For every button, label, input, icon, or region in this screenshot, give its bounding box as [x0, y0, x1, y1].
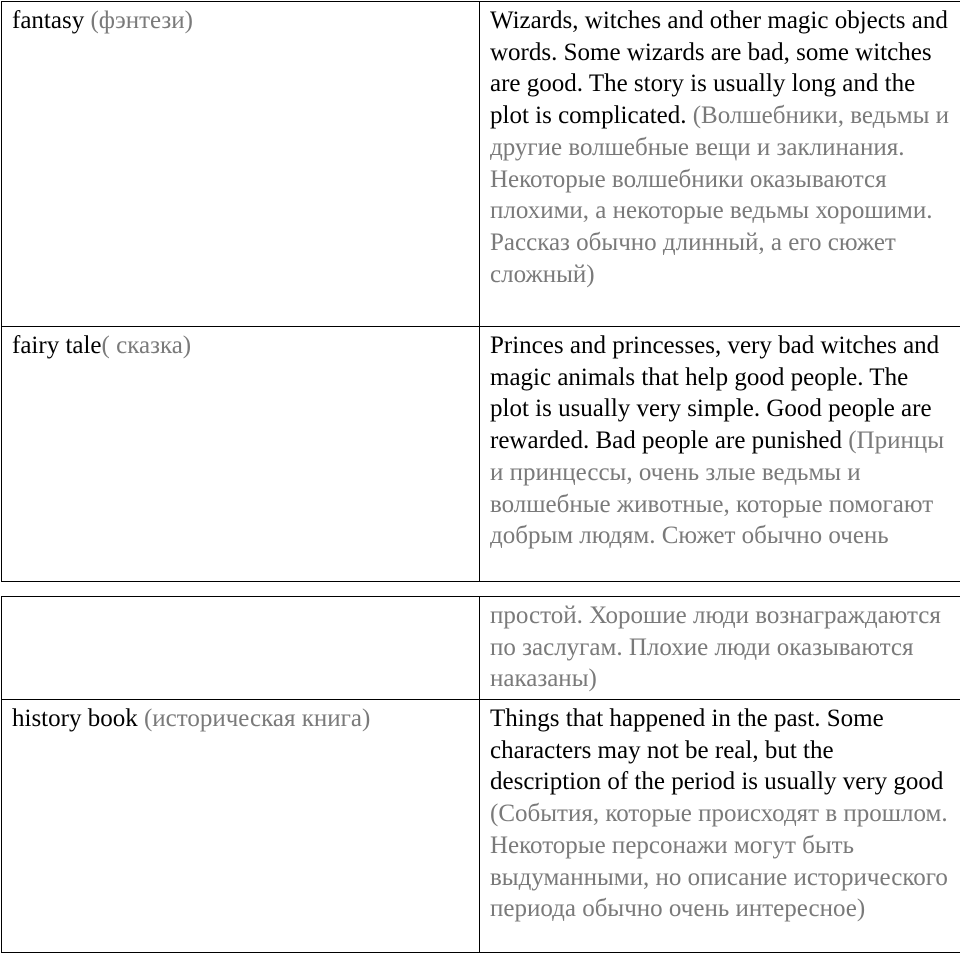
genre-description-ru: (Волшебники, ведьмы и другие волшебные вещи и заклинания. Некоторые волшебники оказываются плохими, а некоторые ведьмы хорошими. Рассказ обычно длинный, а его сюжет сложный): [490, 102, 950, 288]
genre-term-en: fairy tale: [12, 332, 102, 359]
genre-term-cell: [2, 327, 480, 582]
genre-description-cell: [480, 700, 960, 953]
genre-description-ru: (События, которые происходят в прошлом. Некоторые персонажи могут быть выдуманными, но описание исторического периода обычно очень интересное): [490, 800, 948, 923]
genre-term-ru: (фэнтези): [84, 7, 193, 34]
table-row: [2, 597, 960, 700]
table-row: [2, 2, 960, 327]
genre-term-en: history book: [12, 705, 138, 732]
genre-description-ru: простой. Хорошие люди вознаграждаются по заслугам. Плохие люди оказываются наказаны): [490, 602, 941, 693]
genre-term-en: fantasy: [12, 7, 85, 34]
genre-description-cell: [480, 327, 960, 582]
genre-table-part-2: [1, 596, 960, 953]
genre-term-cell: [2, 597, 480, 700]
genre-description-en: Princes and princesses, very bad witches and magic animals that help good people. The plot is usually very simple. Good people are rewarded. Bad people are punished: [490, 332, 940, 455]
genre-description-en: Things that happened in the past. Some characters may not be real, but the description of the period is usually very good: [490, 705, 944, 796]
genre-term-ru: (историческая книга): [137, 705, 371, 732]
genre-term-cell: [2, 700, 480, 953]
genre-description-ru: (Принцы и принцессы, очень злые ведьмы и волшебные животные, которые помогают добрым людям. Сюжет обычно очень: [490, 427, 945, 550]
table-row: [2, 327, 960, 582]
genre-description-cell: [480, 2, 960, 327]
genre-description-cell: [480, 597, 960, 700]
genre-term-ru: ( сказка): [101, 332, 192, 359]
genre-table-part-1: [1, 1, 960, 582]
genre-description-en: Wizards, witches and other magic objects and words. Some wizards are bad, some witches are good. The story is usually long and the plot is complicated.: [490, 7, 948, 130]
genre-term-cell: [2, 2, 480, 327]
table-row: [2, 700, 960, 953]
